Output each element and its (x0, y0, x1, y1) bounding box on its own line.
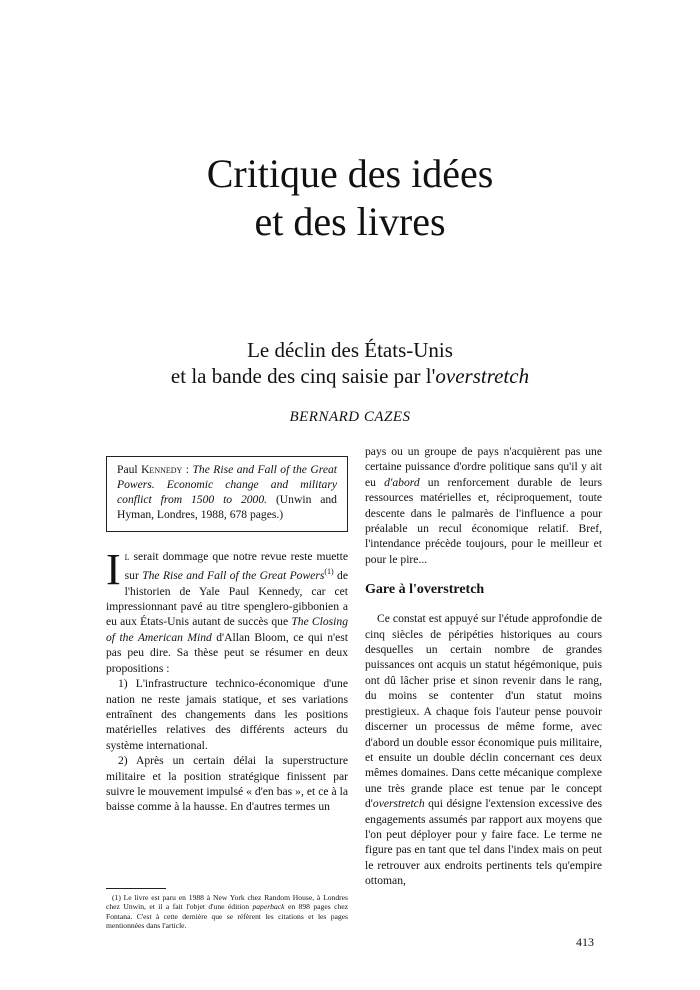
right-column (365, 444, 602, 889)
book-title-emphasis-2: The Closing of the American Mind (106, 615, 348, 644)
left-column (106, 545, 348, 815)
article-title-emphasis: overstretch (435, 364, 530, 388)
paragraph-1-text-b: de l'historien de Yale Paul Kennedy, car cet impressionnant pavé au titre spenglero-gibbonien a eu aux États-Unis autant de succès que (106, 569, 348, 629)
reference-separator: : (182, 463, 193, 476)
emphasis-dabord: d'abord (384, 475, 420, 489)
footnote-emphasis: paperback (252, 902, 285, 912)
footnote-text-b: en 898 pages chez Fontana. C'est à cette dernière que se réfèrent les citations et les pages mentionnées dans l'article. (106, 902, 349, 931)
paragraph-4 (365, 444, 602, 567)
paragraph-3: 2) Après un certain délai la superstructure militaire et la position stratégique finissent par suivre le mouvement impulsé « d'en bas », et ce à la baisse comme à la hausse. En d'autres termes un (106, 754, 348, 814)
section-title (0, 150, 700, 246)
paragraph-1 (106, 545, 348, 676)
reference-author-first: Paul (117, 463, 142, 476)
section-title-line-1: Critique des idées (206, 151, 494, 196)
paragraph-4-text-a: pays ou un groupe de pays n'acquièrent pas une certaine puissance d'ordre politique sans qu'il y ait eu (365, 445, 602, 489)
article-title-line-2: et la bande des cinq saisie par l' (170, 364, 436, 388)
footnote (106, 893, 348, 931)
paragraph-5-text-a: Ce constat est appuyé sur l'étude approfondie de cinq siècles de péripéties historiques au cours desquelles un certain nombre de grandes puissances ont acquis un statut hégémonique, puis ont dû lâcher prise et sinon revenir dans le rang, du moins se contenter d'un statut moins prestigieux. A chaque fois l'auteur pense pouvoir discerner un processus de même forme, avec d'abord un double essor économique puis militaire, et ensuite un double déclin concernant ces deux mêmes domaines. Dans cette mécanique complexe une très grande place est tenue par le concept d' (365, 612, 602, 811)
author-name: BERNARD CAZES (289, 409, 411, 425)
section-title-line-2: et des livres (254, 199, 446, 244)
footnote-text-a: (1) Le livre est paru en 1988 à New York chez Random House, à Londres chez Unwin, et il a fait l'objet d'une édition (106, 893, 348, 912)
reference-publication: (Unwin and Hyman, Londres, 1988, 678 pages.) (117, 493, 337, 521)
paragraph-2: 1) L'infrastructure technico-économique d'une nation ne reste jamais statique, et ses variations entraînent des changements dans les positions matérielles relatives des différents acteurs du système international. (106, 677, 348, 752)
article-title (0, 337, 700, 389)
book-title-emphasis: The Rise and Fall of the Great Powers (142, 569, 325, 583)
footnote-marker: (1) (324, 567, 334, 577)
page-number: 413 (576, 935, 594, 949)
paragraph-5-text-b: qui désigne l'extension excessive des engagements assumés par rapport aux moyens que l'on peut déployer pour y faire face. Le terme ne figure pas en tant que tel dans l'index mais on peut le retrouver aux endroits pertinents tels qu'empire ottoman, (365, 797, 602, 888)
paragraph-4-text-b: un renforcement durable de leurs ressources matérielles et, réciproquement, toute descente dans le palmarès de l'influence a pour préalable un recul économique relatif. Bref, l'intendance précède toujours, pour le meilleur et pour le pire... (365, 475, 602, 566)
paragraph-1-text-a: serait dommage que notre revue reste muette sur (124, 550, 348, 583)
drop-cap: I (106, 545, 121, 594)
reference-book-title: The Rise and Fall of the Great Powers. Economic change and military conflict from 1500 to 2000. (117, 463, 337, 506)
paragraph-1-text-c: d'Allan Bloom, ce qui n'est pas peu dire. Sa thèse peut se résumer en deux propositions : (106, 630, 348, 675)
emphasis-overstretch: overstretch (372, 797, 425, 811)
paragraph-5 (365, 611, 602, 888)
book-reference-box (106, 456, 348, 532)
footnote-rule (106, 888, 166, 889)
footnote-text (106, 893, 348, 931)
book-reference (117, 462, 337, 522)
reference-author-last: Kennedy (141, 463, 183, 476)
section-heading: Gare à l'overstretch (365, 582, 485, 598)
lead-in: l (124, 550, 130, 563)
article-title-line-1: Le déclin des États-Unis (247, 338, 453, 362)
